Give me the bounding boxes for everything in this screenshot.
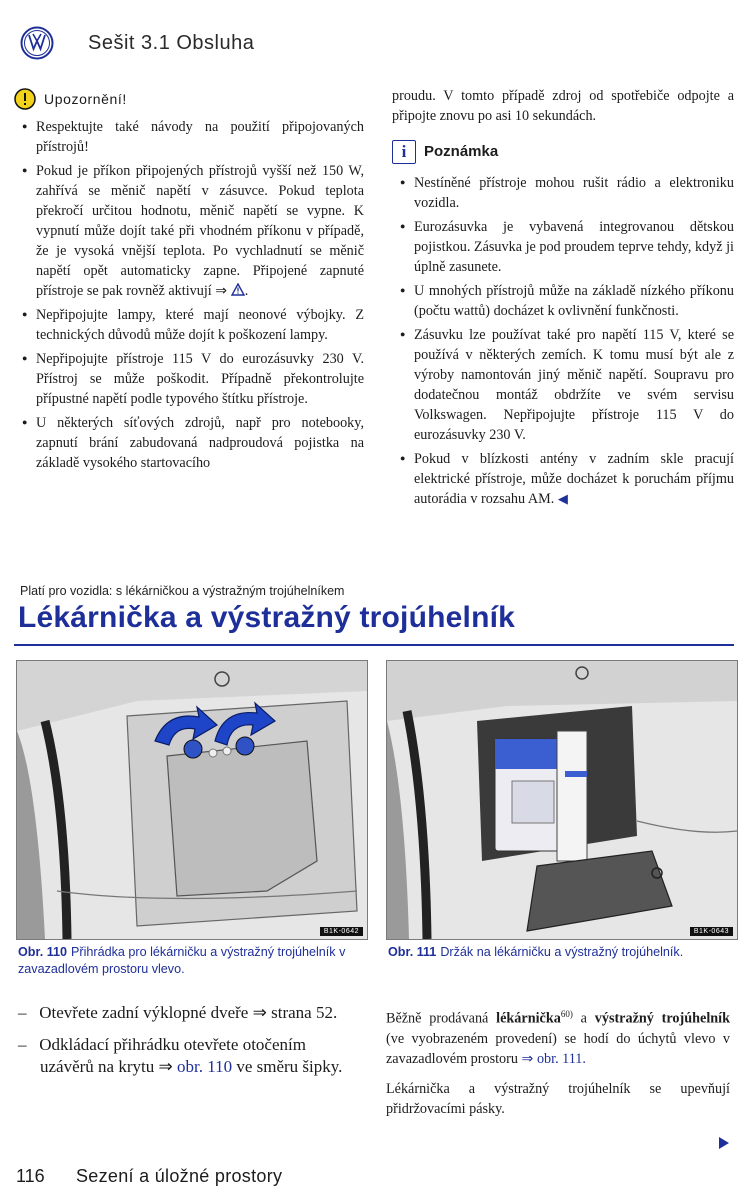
figure-110 (16, 660, 368, 940)
warning-bullet: ● Nepřipojujte lampy, které mají neonové výbojky. Z technických důvodů může dojít k poškození lampy. (14, 304, 364, 345)
figure-111 (386, 660, 738, 940)
note-bullet: ● Nestíněné přístroje mohou rušit rádio a elektroniku vozidla. (392, 172, 734, 213)
figure-code: B1K-0642 (320, 927, 363, 936)
trunk-compartment-illustration (17, 661, 367, 939)
description (386, 1004, 730, 1129)
continuation-text: proudu. V tomto případě zdroj od spotřebiče odpojte a připojte znovu po asi 10 sekundách. (392, 88, 734, 124)
applies-to: Platí pro vozidla: s lékárničkou a výstražným trojúhelníkem (20, 584, 345, 598)
section-title: Lékárnička a výstražný trojúhelník (18, 601, 516, 634)
description-paragraph: Lékárnička a výstražný trojúhelník se upevňují přidržovacími pásky. (386, 1080, 730, 1117)
warning-icon (14, 88, 36, 110)
footer-title: Sezení a úložné prostory (76, 1166, 283, 1186)
header-title: Sešit 3.1 Obsluha (88, 32, 255, 54)
note-bullet: ● U mnohých přístrojů může na základě nízkého příkonu (počtu wattů) docházet k ovlivnění funkčnosti. (392, 280, 734, 321)
vw-logo-icon (20, 26, 54, 60)
note-bullet: ● Eurozásuvka je vybavená integrovanou dětskou pojistkou. Zásuvka je pod proudem teprve tehdy, když ji úplně zasunete. (392, 216, 734, 277)
figure-111-link[interactable]: ⇒ obr. 111. (521, 1050, 586, 1067)
note-title: Poznámka (424, 143, 499, 160)
figure-110-link[interactable]: obr. 110 (176, 1057, 233, 1076)
note-bullet: ● Zásuvku lze používat také pro napětí 115 V, které se používá v některých zemích. K tomu musí být ale z výroby namontován jiný měnič napětí. Soupravu pro dodatečnou montáž obdržíte ve svém servisu Volkswagen. Nepřipojujte přístroje 115 V do eurozásuvky 230 V. (392, 324, 734, 445)
caption-number: Obr. 111 (388, 945, 437, 959)
description-paragraph: Běžně prodávaná lékárnička$^{60)}$ a výstražný trojúhelník (ve vyobrazeném provedení) se hodí do úchytů vlevo v zavazadlovém prostoru ⇒ obr. 111. (386, 1009, 730, 1067)
step-item: – Otevřete zadní výklopné dveře ⇒ strana 52. (18, 1003, 338, 1022)
continue-arrow-icon (718, 1136, 730, 1150)
figure-110-caption (18, 944, 368, 978)
warning-block (14, 88, 364, 476)
warning-title: Upozornění! (44, 91, 127, 107)
caption-text: Přihrádka pro lékárničku a výstražný trojúhelník v zavazadlovém prostoru vlevo. (18, 945, 346, 976)
warning-bullet: ● Respektujte také návody na použití připojovaných přístrojů! (14, 116, 364, 157)
warning-triangle-icon (231, 283, 245, 296)
caption-text: Držák na lékárničku a výstražný trojúhelník. (440, 945, 684, 959)
first-aid-holder-illustration (387, 661, 737, 939)
note-bullet: ● Pokud v blízkosti antény v zadním skle pracují elektrické přístroje, může docházet k poruchám příjmu autorádia v rozsahu AM. ◀ (392, 448, 734, 509)
warning-bullet: ● U některých síťových zdrojů, např pro notebooky, zapnutí brání zabudovaná nadproudová pojistka na základě vysokého startovacího (14, 412, 364, 473)
footnote-ref: 60) (560, 1009, 573, 1019)
end-mark: ◀ (557, 491, 568, 506)
warning-bullet: ● Pokud je příkon připojených přístrojů vyšší než 150 W, zahřívá se měnič napětí v zásuvce. Pokud teplota překročí určitou hodnotu, měnič napětí se vypne. K vypnutí může dojít také při vhodném příkonu v případě, že je vysoká vnější teplota. Po vychladnutí se měnič napětí opět automaticky zapne. Připojené zapnuté přístroje se pak rovněž aktivují ⇒ . (14, 160, 364, 301)
figure-code: B1K-0643 (690, 927, 733, 936)
right-column (392, 86, 734, 512)
instruction-steps (18, 1002, 348, 1088)
info-icon: i (392, 140, 416, 164)
step-item: – Odkládací přihrádku otevřete otočením uzávěrů na krytu ⇒ obr. 110 ve směru šipky. (18, 1035, 343, 1076)
title-divider (14, 644, 734, 646)
warning-bullet: ● Nepřipojujte přístroje 115 V do eurozásuvky 230 V. Přístroj se může poškodit. Případně překontrolujte přípustné napětí podle typového štítku přístroje. (14, 348, 364, 409)
page-number: 116 (16, 1166, 45, 1186)
figure-111-caption (388, 944, 738, 961)
caption-number: Obr. 110 (18, 945, 68, 959)
